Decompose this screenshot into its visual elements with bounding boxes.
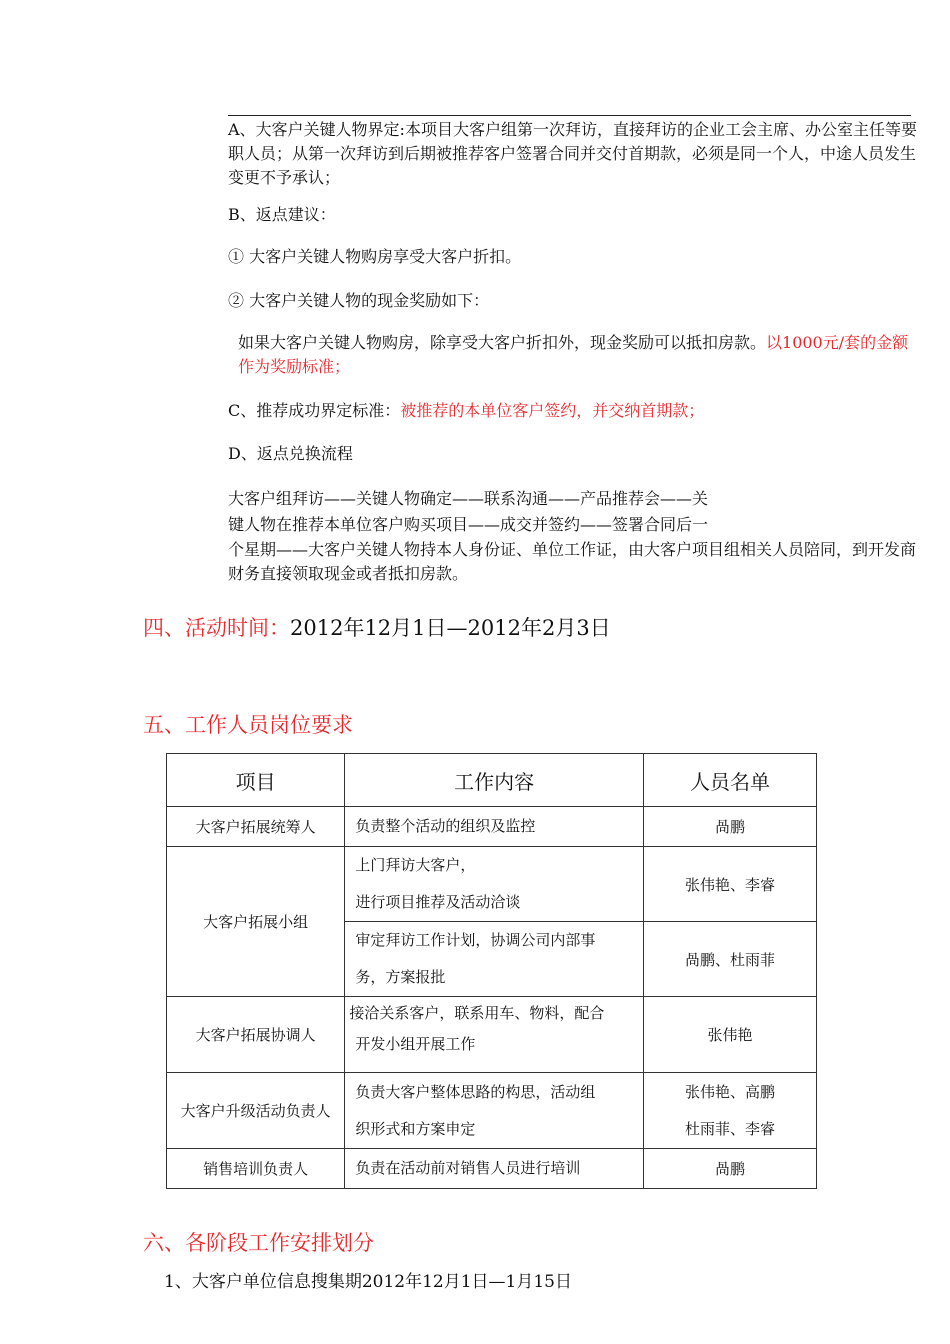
table-row bbox=[167, 807, 817, 847]
heading-4-label: 四、活动时间： bbox=[143, 616, 290, 640]
table-header-staff: 人员名单 bbox=[643, 754, 816, 807]
table-row bbox=[167, 1073, 817, 1149]
table-cell-staff: 张伟艳、高鹏 杜雨菲、李睿 bbox=[643, 1073, 816, 1149]
section-c-value: 被推荐的本单位客户签约，并交纳首期款； bbox=[400, 401, 705, 420]
heading-4-value: 2012年12月1日—2012年2月3日 bbox=[290, 616, 611, 640]
heading-activity-time bbox=[143, 614, 611, 642]
section-c bbox=[228, 399, 918, 423]
section-b-title: B、返点建议： bbox=[228, 205, 336, 224]
table-cell-staff: 张伟艳、李睿 bbox=[643, 847, 816, 922]
table-header-row bbox=[167, 754, 817, 807]
header-rule bbox=[228, 115, 911, 116]
table-cell-project: 大客户拓展统筹人 bbox=[167, 807, 345, 847]
heading-phase-schedule: 六、各阶段工作安排划分 bbox=[143, 1231, 374, 1255]
table-cell-content: 上门拜访大客户， 进行项目推荐及活动洽谈 bbox=[345, 847, 644, 922]
table-header-content: 工作内容 bbox=[345, 754, 644, 807]
table-row bbox=[167, 997, 817, 1073]
section-d-flow-line-1: 大客户组拜访——关键人物确定——联系沟通——产品推荐会——关 bbox=[228, 489, 709, 508]
table-cell-project: 销售培训负责人 bbox=[167, 1149, 345, 1189]
table-cell-staff: 咼鹏 bbox=[643, 1149, 816, 1189]
table-cell-content: 负责大客户整体思路的构思，活动组 织形式和方案申定 bbox=[345, 1073, 644, 1149]
table-cell-project: 大客户升级活动负责人 bbox=[167, 1073, 345, 1149]
table-cell-staff: 张伟艳 bbox=[643, 997, 816, 1073]
table-cell-content: 审定拜访工作计划，协调公司内部事 务，方案报批 bbox=[345, 922, 644, 997]
table-row bbox=[167, 847, 817, 922]
section-d-flow-line-2: 键人物在推荐本单位客户购买项目——成交并签约——签署合同后一 bbox=[228, 515, 709, 534]
section-d-title: D、返点兑换流程 bbox=[228, 444, 353, 463]
reward-text: 如果大客户关键人物购房，除享受大客户折扣外，现金奖励可以抵扣房款。 bbox=[238, 333, 767, 352]
reward-standard: 以1000元/套的金额作为奖励标准； bbox=[238, 333, 909, 376]
table-cell-staff: 咼鹏 bbox=[643, 807, 816, 847]
phase-1-text: 1、大客户单位信息搜集期2012年12月1日—1月15日 bbox=[164, 1272, 572, 1292]
table-header-project: 项目 bbox=[167, 754, 345, 807]
section-a-text: A、大客户关键人物界定:本项目大客户组第一次拜访，直接拜访的企业工会主席、办公室主任等要职人员；从第一次拜访到后期被推荐客户签署合同并交付首期款，必须是同一个人，中途人员发生变更不予承认； bbox=[228, 120, 917, 187]
section-c-label: C、推荐成功界定标准： bbox=[228, 401, 401, 420]
table-cell-staff: 咼鹏、杜雨菲 bbox=[643, 922, 816, 997]
table-cell-project: 大客户拓展小组 bbox=[167, 847, 345, 997]
table-cell-project: 大客户拓展协调人 bbox=[167, 997, 345, 1073]
heading-staff-requirements: 五、工作人员岗位要求 bbox=[143, 713, 353, 737]
table-cell-content: 负责在活动前对销售人员进行培训 bbox=[345, 1149, 644, 1189]
section-b-reward bbox=[238, 331, 918, 379]
table-cell-content: 接洽关系客户，联系用车、物料，配合 开发小组开展工作 bbox=[345, 997, 644, 1073]
section-b-item-2: ② 大客户关键人物的现金奖励如下： bbox=[228, 291, 490, 310]
section-d-flow-line-3: 个星期——大客户关键人物持本人身份证、单位工作证，由大客户项目组相关人员陪同，到开发商财务直接领取现金或者抵扣房款。 bbox=[228, 540, 917, 583]
staff-table bbox=[166, 753, 817, 1189]
table-cell-content: 负责整个活动的组织及监控 bbox=[345, 807, 644, 847]
section-b-item-1: ① 大客户关键人物购房享受大客户折扣。 bbox=[228, 247, 522, 266]
table-row bbox=[167, 1149, 817, 1189]
